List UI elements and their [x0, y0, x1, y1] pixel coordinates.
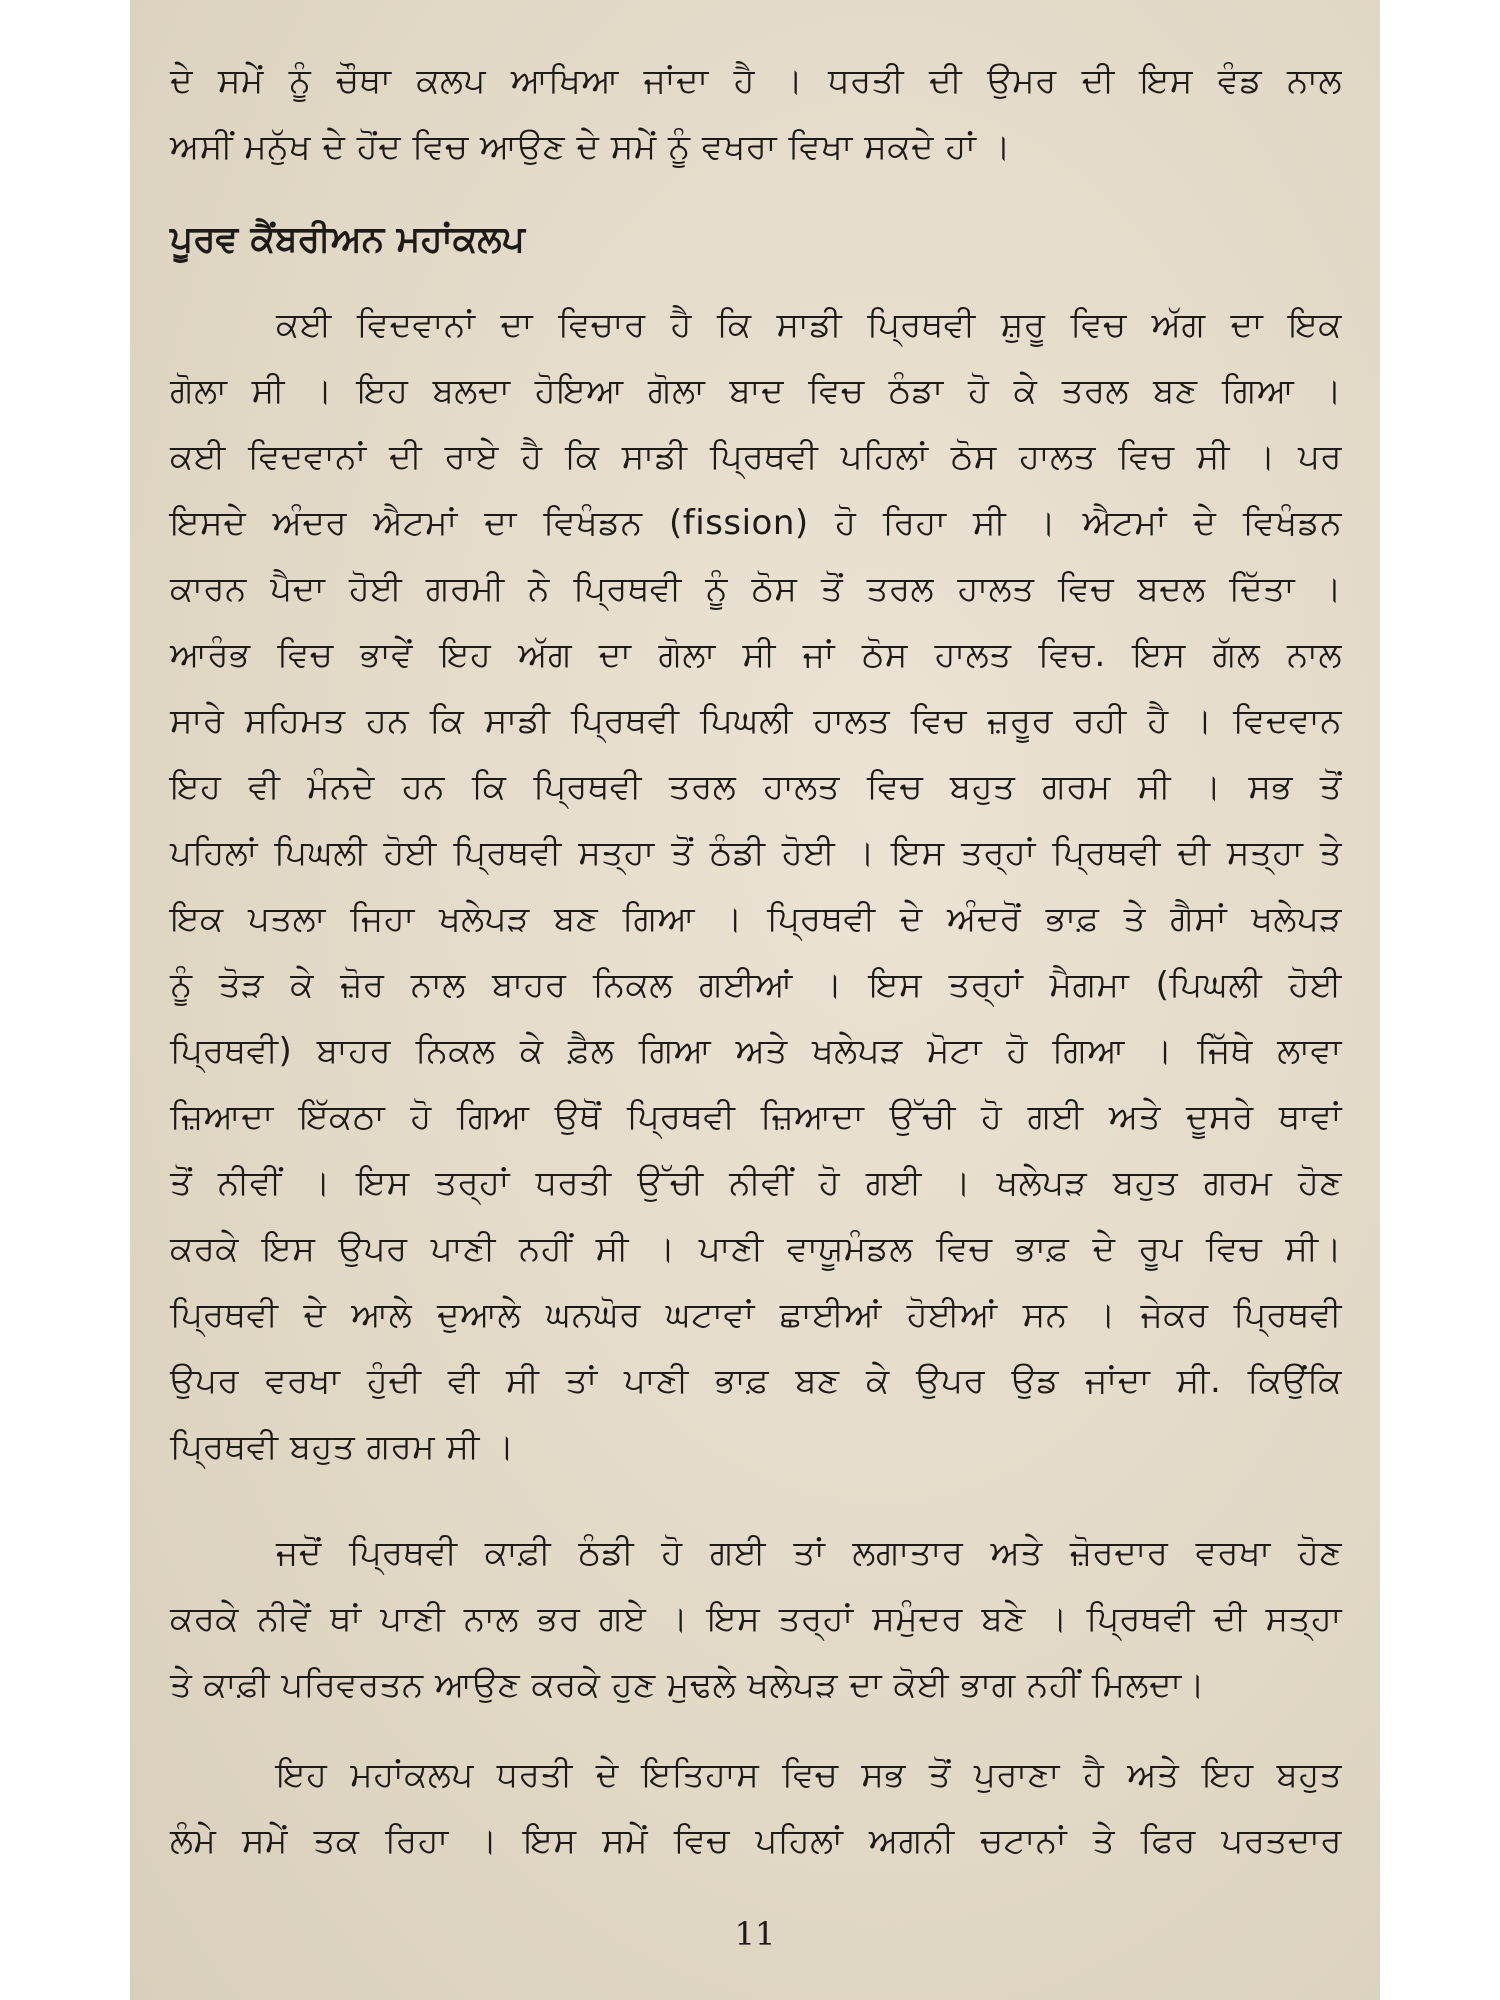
text-line: ਗੋਲਾ ਸੀ । ਇਹ ਬਲਦਾ ਹੋਇਆ ਗੋਲਾ ਬਾਦ ਵਿਚ ਠੰਡਾ ਹੋ ਕੇ ਤਰਲ ਬਣ ਗਿਆ । [170, 371, 1342, 411]
text-line: ਪ੍ਰਿਥਵੀ ਬਹੁਤ ਗਰਮ ਸੀ । [170, 1427, 515, 1467]
text-line: ਨੂੰ ਤੋੜ ਕੇ ਜ਼ੋਰ ਨਾਲ ਬਾਹਰ ਨਿਕਲ ਗਈਆਂ । ਇਸ ਤਰ੍ਹਾਂ ਮੈਗਮਾ (ਪਿਘਲੀ ਹੋਈ [170, 965, 1342, 1005]
text-line: ਪ੍ਰਿਥਵੀ ਦੇ ਆਲੇ ਦੁਆਲੇ ਘਨਘੋਰ ਘਟਾਵਾਂ ਛਾਈਆਂ ਹੋਈਆਂ ਸਨ । ਜੇਕਰ ਪ੍ਰਿਥਵੀ [170, 1295, 1342, 1335]
top-paragraph [170, 48, 1342, 180]
page-number: 11 [734, 1915, 776, 1953]
paragraph-3 [170, 1742, 1342, 1874]
text-line: ਉਪਰ ਵਰਖਾ ਹੁੰਦੀ ਵੀ ਸੀ ਤਾਂ ਪਾਣੀ ਭਾਫ਼ ਬਣ ਕੇ ਉਪਰ ਉਡ ਜਾਂਦਾ ਸੀ. ਕਿਉਂਕਿ [170, 1361, 1342, 1401]
text-line: ਕਈ ਵਿਦਵਾਨਾਂ ਦੀ ਰਾਏ ਹੈ ਕਿ ਸਾਡੀ ਪ੍ਰਿਥਵੀ ਪਹਿਲਾਂ ਠੋਸ ਹਾਲਤ ਵਿਚ ਸੀ । ਪਰ [170, 437, 1342, 477]
book-page [130, 0, 1380, 2000]
text-line: ਆਰੰਭ ਵਿਚ ਭਾਵੇਂ ਇਹ ਅੱਗ ਦਾ ਗੋਲਾ ਸੀ ਜਾਂ ਠੋਸ ਹਾਲਤ ਵਿਚ. ਇਸ ਗੱਲ ਨਾਲ [170, 635, 1342, 675]
text-line: ਜ਼ਿਆਦਾ ਇੱਕਠਾ ਹੋ ਗਿਆ ਉਥੋਂ ਪ੍ਰਿਥਵੀ ਜ਼ਿਆਦਾ ਉੱਚੀ ਹੋ ਗਈ ਅਤੇ ਦੂਸਰੇ ਥਾਵਾਂ [170, 1097, 1342, 1137]
paragraph-2 [170, 1520, 1342, 1718]
text-line: ਪਹਿਲਾਂ ਪਿਘਲੀ ਹੋਈ ਪ੍ਰਿਥਵੀ ਸਤ੍ਹਾ ਤੋਂ ਠੰਡੀ ਹੋਈ । ਇਸ ਤਰ੍ਹਾਂ ਪ੍ਰਿਥਵੀ ਦੀ ਸਤ੍ਹਾ ਤੇ [170, 833, 1342, 873]
text-line: ਸਾਰੇ ਸਹਿਮਤ ਹਨ ਕਿ ਸਾਡੀ ਪ੍ਰਿਥਵੀ ਪਿਘਲੀ ਹਾਲਤ ਵਿਚ ਜ਼ਰੂਰ ਰਹੀ ਹੈ । ਵਿਦਵਾਨ [170, 701, 1342, 741]
text-line: ਇਸਦੇ ਅੰਦਰ ਐਟਮਾਂ ਦਾ ਵਿਖੰਡਨ (fission) ਹੋ ਰਿਹਾ ਸੀ । ਐਟਮਾਂ ਦੇ ਵਿਖੰਡਨ [170, 503, 1342, 543]
text-line: ਕਈ ਵਿਦਵਾਨਾਂ ਦਾ ਵਿਚਾਰ ਹੈ ਕਿ ਸਾਡੀ ਪ੍ਰਿਥਵੀ ਸ਼ੁਰੂ ਵਿਚ ਅੱਗ ਦਾ ਇਕ [276, 305, 1342, 345]
text-line: ਪ੍ਰਿਥਵੀ) ਬਾਹਰ ਨਿਕਲ ਕੇ ਫ਼ੈਲ ਗਿਆ ਅਤੇ ਖਲੇਪੜ ਮੋਟਾ ਹੋ ਗਿਆ । ਜਿੱਥੇ ਲਾਵਾ [170, 1031, 1342, 1071]
text-line: ਦੇ ਸਮੇਂ ਨੂੰ ਚੌਥਾ ਕਲਪ ਆਖਿਆ ਜਾਂਦਾ ਹੈ । ਧਰਤੀ ਦੀ ਉਮਰ ਦੀ ਇਸ ਵੰਡ ਨਾਲ [170, 61, 1342, 101]
text-line: ਇਹ ਵੀ ਮੰਨਦੇ ਹਨ ਕਿ ਪ੍ਰਿਥਵੀ ਤਰਲ ਹਾਲਤ ਵਿਚ ਬਹੁਤ ਗਰਮ ਸੀ । ਸਭ ਤੋਂ [170, 767, 1342, 807]
text-line: ਤੋਂ ਨੀਵੀਂ । ਇਸ ਤਰ੍ਹਾਂ ਧਰਤੀ ਉੱਚੀ ਨੀਵੀਂ ਹੋ ਗਈ । ਖਲੇਪੜ ਬਹੁਤ ਗਰਮ ਹੋਣ [170, 1163, 1342, 1203]
text-line: ਇਕ ਪਤਲਾ ਜਿਹਾ ਖਲੇਪੜ ਬਣ ਗਿਆ । ਪ੍ਰਿਥਵੀ ਦੇ ਅੰਦਰੋਂ ਭਾਫ਼ ਤੇ ਗੈਸਾਂ ਖਲੇਪੜ [170, 899, 1342, 939]
text-line: ਜਦੋਂ ਪ੍ਰਿਥਵੀ ਕਾਫ਼ੀ ਠੰਡੀ ਹੋ ਗਈ ਤਾਂ ਲਗਾਤਾਰ ਅਤੇ ਜ਼ੋਰਦਾਰ ਵਰਖਾ ਹੋਣ [276, 1533, 1342, 1573]
text-line: ਇਹ ਮਹਾਂਕਲਪ ਧਰਤੀ ਦੇ ਇਤਿਹਾਸ ਵਿਚ ਸਭ ਤੋਂ ਪੁਰਾਣਾ ਹੈ ਅਤੇ ਇਹ ਬਹੁਤ [276, 1755, 1342, 1795]
text-line: ਕਰਕੇ ਨੀਵੇਂ ਥਾਂ ਪਾਣੀ ਨਾਲ ਭਰ ਗਏ । ਇਸ ਤਰ੍ਹਾਂ ਸਮੁੰਦਰ ਬਣੇ । ਪ੍ਰਿਥਵੀ ਦੀ ਸਤ੍ਹਾ [170, 1599, 1342, 1639]
paragraph-1 [170, 292, 1342, 1480]
text-line: ਅਸੀਂ ਮਨੁੱਖ ਦੇ ਹੋਂਦ ਵਿਚ ਆਉਣ ਦੇ ਸਮੇਂ ਨੂੰ ਵਖਰਾ ਵਿਖਾ ਸਕਦੇ ਹਾਂ । [170, 127, 1012, 167]
text-line: ਕਰਕੇ ਇਸ ਉਪਰ ਪਾਣੀ ਨਹੀਂ ਸੀ । ਪਾਣੀ ਵਾਯੂਮੰਡਲ ਵਿਚ ਭਾਫ਼ ਦੇ ਰੂਪ ਵਿਚ ਸੀ। [170, 1229, 1342, 1269]
section-heading: ਪੂਰਵ ਕੈਂਬਰੀਅਨ ਮਹਾਂਕਲਪ [170, 219, 525, 260]
text-line: ਲੰਮੇ ਸਮੇਂ ਤਕ ਰਿਹਾ । ਇਸ ਸਮੇਂ ਵਿਚ ਪਹਿਲਾਂ ਅਗਨੀ ਚਟਾਨਾਂ ਤੇ ਫਿਰ ਪਰਤਦਾਰ [170, 1821, 1342, 1861]
text-line: ਕਾਰਨ ਪੈਦਾ ਹੋਈ ਗਰਮੀ ਨੇ ਪ੍ਰਿਥਵੀ ਨੂੰ ਠੋਸ ਤੋਂ ਤਰਲ ਹਾਲਤ ਵਿਚ ਬਦਲ ਦਿੱਤਾ । [170, 569, 1342, 609]
text-line: ਤੇ ਕਾਫ਼ੀ ਪਰਿਵਰਤਨ ਆਉਣ ਕਰਕੇ ਹੁਣ ਮੁਢਲੇ ਖਲੇਪੜ ਦਾ ਕੋਈ ਭਾਗ ਨਹੀਂ ਮਿਲਦਾ। [170, 1665, 1206, 1705]
